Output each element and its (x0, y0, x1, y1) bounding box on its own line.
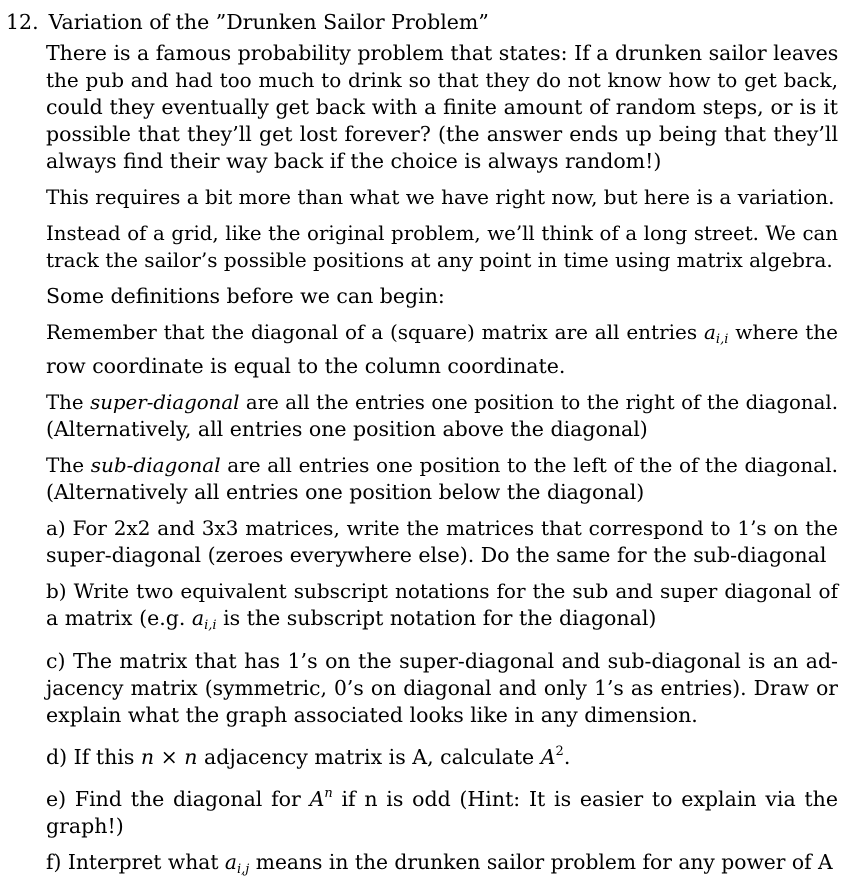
question-d-text: . (563, 745, 571, 769)
math-superscript: 2 (555, 744, 564, 759)
math-subscript: i,j (236, 862, 250, 877)
math-variable: a (191, 606, 205, 630)
problem-number: 12. (6, 10, 39, 34)
question-d-line (46, 738, 838, 771)
question-a-line: a) For 2x2 and 3x3 matrices, write the matrices that correspond to 1’s on the (46, 516, 838, 540)
super-diagonal-line: (Alternatively, all entries one position above the diagonal) (46, 417, 648, 441)
variation-paragraph (46, 184, 838, 211)
math-expression: n × n (140, 745, 198, 769)
diagonal-line: row coordinate is equal to the column coordinate. (46, 354, 566, 378)
math-subscript: i,i (204, 618, 217, 633)
question-a (46, 515, 838, 569)
definitions-paragraph (46, 283, 838, 310)
question-e-text: if n is odd (Hint: It is easier to explain via the (332, 787, 838, 811)
intro-line: could they eventually get back with a finite amount of random steps, or is it (46, 95, 838, 119)
question-a-line: super-diagonal (zeroes everywhere else). Do the same for the sub-diagonal (46, 543, 827, 567)
diagonal-line (46, 319, 838, 353)
sub-diagonal-line (46, 452, 838, 479)
problem-heading (6, 8, 489, 36)
question-f-text: f) Interpret what (46, 850, 225, 874)
math-variable: a (224, 850, 237, 874)
question-c-line: c) The matrix that has 1’s on the super-diagonal and sub-diagonal is an ad- (46, 649, 838, 673)
intro-line: always find their way back if the choice is always random!) (46, 149, 662, 173)
definitions-line: Some definitions before we can begin: (46, 284, 445, 308)
street-line: Instead of a grid, like the original problem, we’ll think of a long street. We can (46, 222, 838, 245)
intro-line: possible that they’ll get lost forever? (the answer ends up being that they’ll (46, 122, 838, 146)
math-variable: a (703, 320, 716, 344)
question-d-text: d) If this (46, 745, 141, 769)
intro-line: the pub and had too much to drink so that they do not know how to get back, (46, 68, 838, 92)
problem-title: Variation of the ”Drunken Sailor Problem” (48, 10, 489, 34)
sub-text: are all entries one position to the left of the of the diagonal. (220, 453, 838, 477)
intro-line: There is a famous probability problem that states: If a drunken sailor leaves (46, 41, 839, 65)
question-d (46, 738, 838, 771)
math-variable: A (540, 745, 556, 769)
sub-diagonal-term: sub-diagonal (90, 453, 221, 477)
super-text: The (46, 391, 91, 414)
question-e (46, 780, 838, 840)
diagonal-text: Remember that the diagonal of a (square) matrix are all entries (46, 320, 704, 344)
math-subscript: i,i (715, 332, 729, 347)
street-paragraph (46, 220, 838, 274)
super-diagonal-definition (46, 389, 838, 443)
intro-paragraph (46, 40, 838, 175)
question-e-line (46, 780, 838, 813)
question-f (46, 849, 838, 883)
sub-diagonal-definition (46, 452, 838, 506)
question-e-text: e) Find the diagonal for (46, 787, 310, 811)
question-c (46, 648, 838, 729)
super-text: are all the entries one position to the right of the diagonal. (239, 391, 838, 414)
question-c-line: jacency matrix (symmetric, 0’s on diagonal and only 1’s as entries). Draw or (46, 676, 838, 700)
diagonal-definition (46, 319, 838, 380)
question-f-text: means in the drunken sailor problem for any power of A (249, 850, 833, 874)
question-e-line: graph!) (46, 814, 124, 838)
question-b-text: a matrix (e.g. (46, 606, 192, 630)
variation-line: This requires a bit more than what we have right now, but here is a variation. (46, 185, 835, 209)
street-line: track the sailor’s possible positions at any point in time using matrix algebra. (46, 248, 833, 272)
question-d-text: adjacency matrix is A, calculate (197, 745, 541, 769)
sub-text: The (46, 453, 91, 477)
super-diagonal-term: super-diagonal (90, 391, 240, 414)
super-diagonal-line (46, 389, 838, 416)
question-b-line: b) Write two equivalent subscript notations for the sub and super diagonal of (46, 579, 838, 603)
math-variable: A (309, 787, 325, 811)
sub-diagonal-line: (Alternatively all entries one position below the diagonal) (46, 480, 645, 504)
diagonal-text: where the (728, 320, 839, 344)
question-b (46, 578, 838, 639)
question-b-text: is the subscript notation for the diagonal) (216, 606, 657, 630)
math-superscript: n (324, 786, 333, 801)
question-c-line: explain what the graph associated looks like in any dimension. (46, 703, 698, 727)
question-f-line (46, 849, 838, 883)
problem-body (46, 40, 838, 892)
question-b-line (46, 605, 838, 639)
